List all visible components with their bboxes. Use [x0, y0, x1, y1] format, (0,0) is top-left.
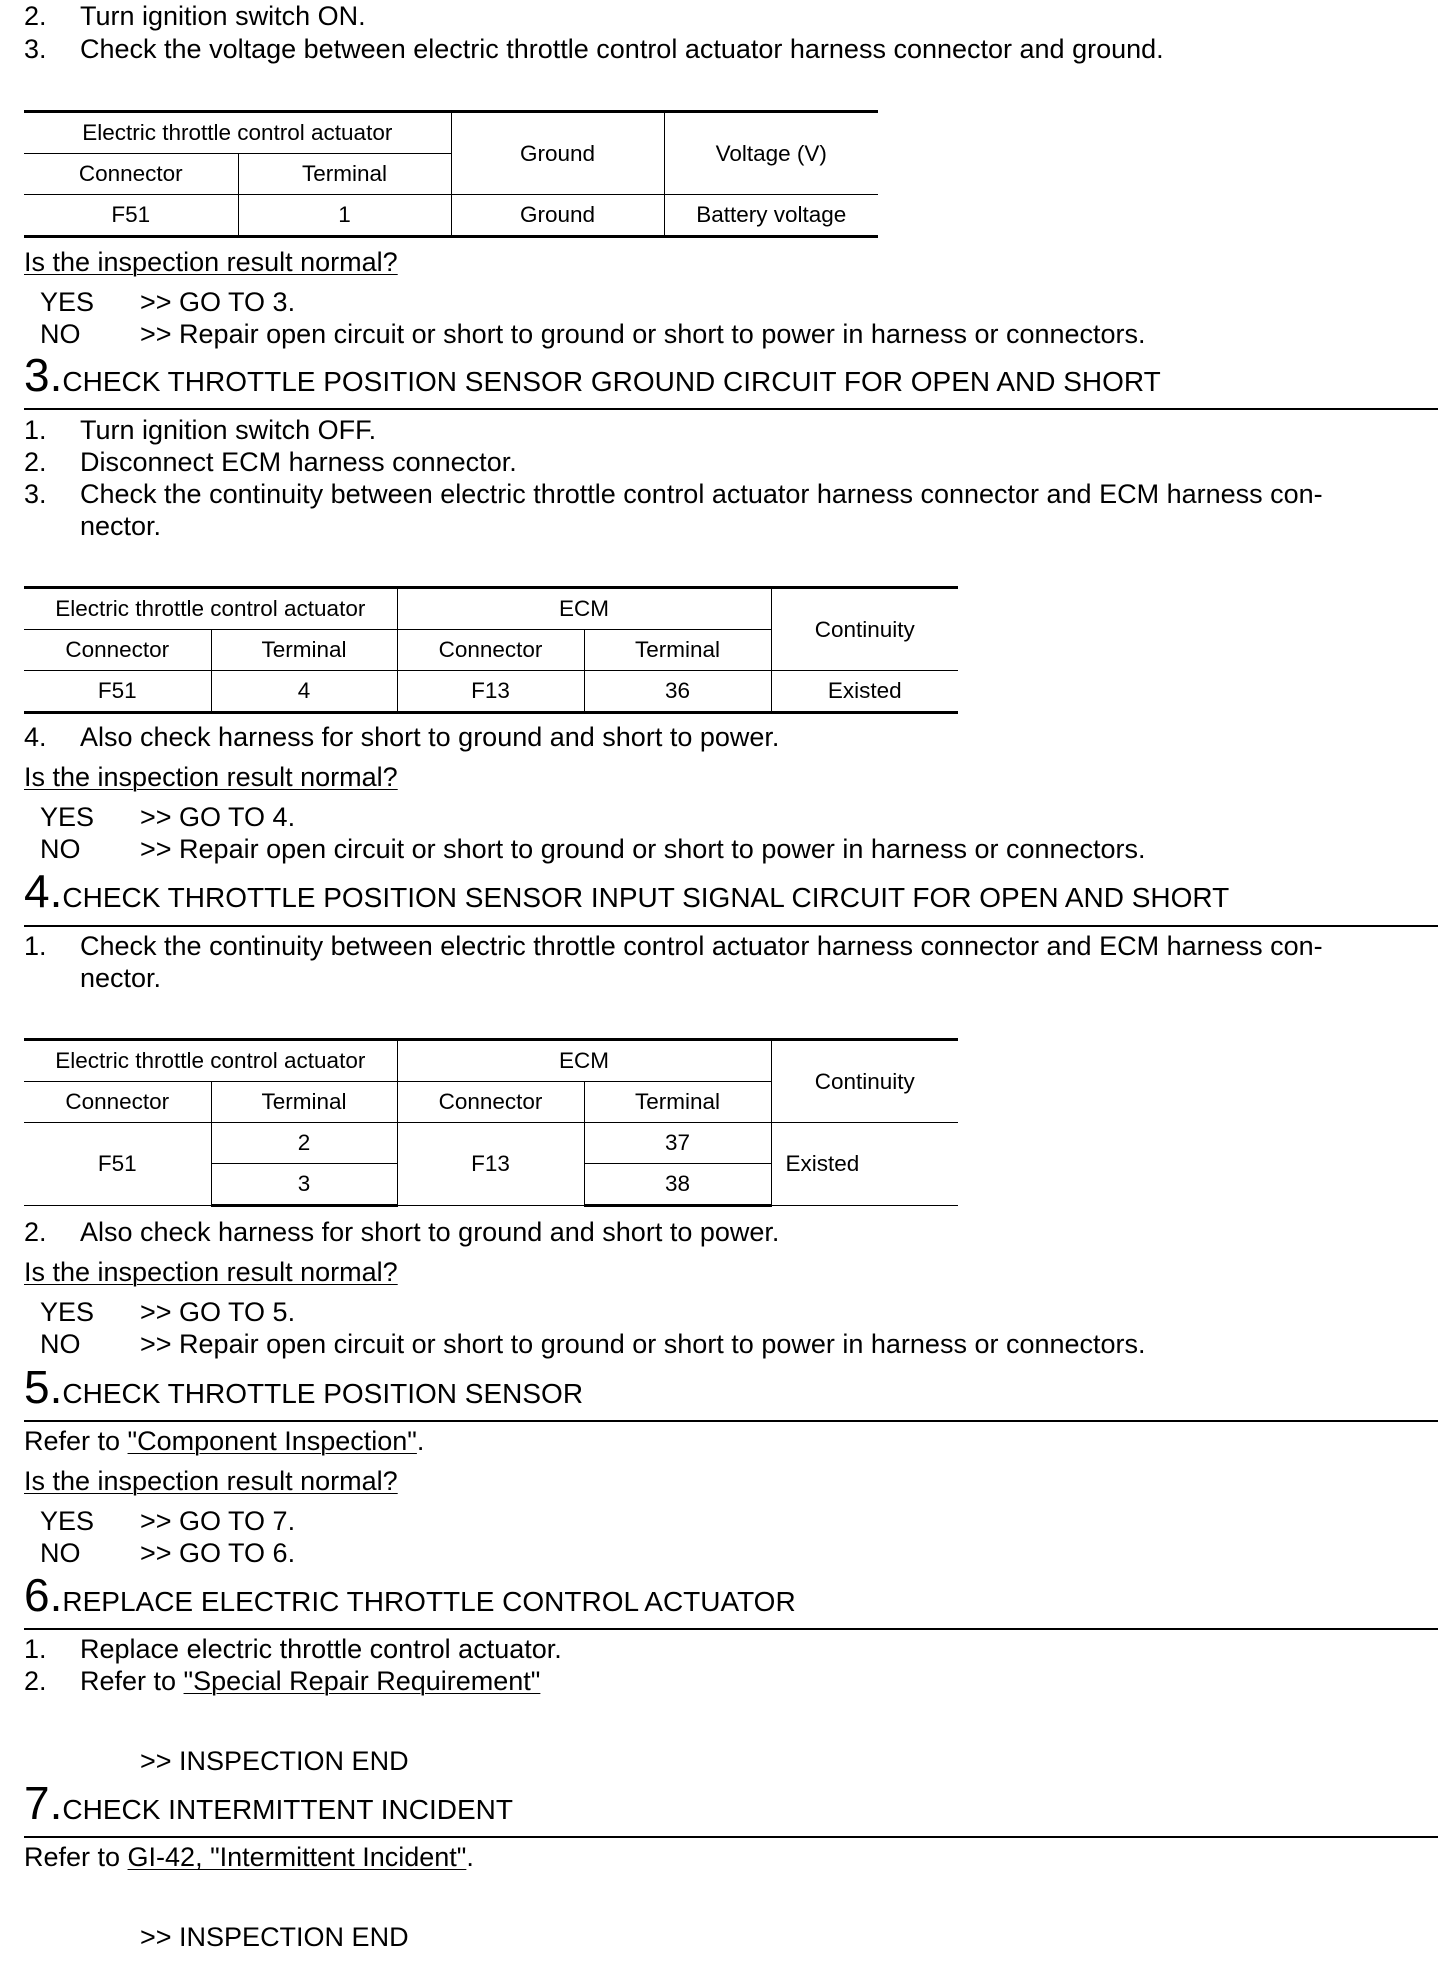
inspection-end: >> INSPECTION END	[140, 1922, 409, 1952]
step-number: 4.	[24, 865, 63, 917]
table-cell: 2	[211, 1123, 397, 1164]
step-text: nector.	[80, 511, 162, 541]
table-cell: F13	[397, 671, 584, 713]
step-text: Disconnect ECM harness connector.	[80, 447, 517, 477]
table-header: Terminal	[584, 1082, 771, 1123]
refer-prefix: Refer to	[24, 1426, 128, 1456]
table-cell: 36	[584, 671, 771, 713]
inspection-question: Is the inspection result normal?	[24, 762, 398, 792]
step-number: 3.	[24, 34, 47, 64]
yes-action: >> GO TO 3.	[140, 287, 296, 317]
inspection-question: Is the inspection result normal?	[24, 1466, 398, 1496]
table-header: Electric throttle control actuator	[24, 1040, 397, 1082]
step-number: 7.	[24, 1777, 63, 1829]
step-title: CHECK INTERMITTENT INCIDENT	[62, 1794, 513, 1825]
step-text: Turn ignition switch ON.	[80, 1, 366, 31]
table-cell: Battery voltage	[664, 195, 878, 237]
step-number: 2.	[24, 447, 47, 477]
table-cell: F51	[24, 195, 238, 237]
no-action: >> Repair open circuit or short to ground or short to power in harness or connectors.	[140, 1329, 1146, 1359]
table-cell: 3	[211, 1164, 397, 1206]
component-inspection-link[interactable]: "Component Inspection"	[127, 1426, 417, 1456]
table-header: ECM	[397, 588, 771, 630]
yes-label: YES	[40, 1506, 95, 1536]
intermittent-incident-link[interactable]: GI-42, "Intermittent Incident"	[127, 1842, 467, 1872]
refer-suffix: .	[416, 1426, 425, 1456]
yes-action: >> GO TO 7.	[140, 1506, 296, 1536]
yes-label: YES	[40, 287, 95, 317]
step-number: 2.	[24, 1217, 47, 1247]
table-cell: F13	[397, 1123, 584, 1206]
section-divider	[24, 1836, 1438, 1838]
table-cell: F51	[24, 671, 211, 713]
table-header: Terminal	[238, 154, 451, 195]
step-title: CHECK THROTTLE POSITION SENSOR	[62, 1378, 584, 1409]
table-cell: 1	[238, 195, 451, 237]
no-action: >> GO TO 6.	[140, 1538, 296, 1568]
table-header: Connector	[24, 154, 238, 195]
step-number: 1.	[24, 415, 47, 445]
table-cell: 4	[211, 671, 397, 713]
step-text: Replace electric throttle control actuator.	[80, 1634, 562, 1664]
no-action: >> Repair open circuit or short to ground or short to power in harness or connectors.	[140, 834, 1146, 864]
step-number: 5.	[24, 1361, 63, 1413]
yes-action: >> GO TO 5.	[140, 1297, 296, 1327]
table-header: Continuity	[771, 1040, 958, 1123]
refer-suffix: .	[466, 1842, 474, 1872]
no-label: NO	[40, 834, 81, 864]
step-number: 2.	[24, 1, 47, 31]
table-cell: Existed	[771, 671, 958, 713]
step-title: CHECK THROTTLE POSITION SENSOR INPUT SIGNAL CIRCUIT FOR OPEN AND SHORT	[62, 882, 1230, 913]
table-header: Voltage (V)	[664, 112, 878, 195]
table-cell: F51	[24, 1123, 211, 1206]
refer-line	[80, 1665, 540, 1697]
inspection-end: >> INSPECTION END	[140, 1746, 409, 1776]
table-cell: 37	[584, 1123, 771, 1164]
step-heading	[24, 865, 1230, 917]
no-action: >> Repair open circuit or short to ground or short to power in harness or connectors.	[140, 319, 1146, 349]
step-number: 2.	[24, 1666, 47, 1696]
step-number: 1.	[24, 931, 47, 961]
table-cell: Existed	[771, 1123, 958, 1206]
step-heading	[24, 349, 1161, 401]
continuity-table	[24, 1038, 958, 1207]
table-header: Terminal	[211, 1082, 397, 1123]
table-cell: 38	[584, 1164, 771, 1206]
inspection-question: Is the inspection result normal?	[24, 1257, 398, 1287]
step-text: Turn ignition switch OFF.	[80, 415, 377, 445]
table-header: Ground	[451, 112, 664, 195]
table-header: Connector	[397, 1082, 584, 1123]
section-divider	[24, 1628, 1438, 1630]
step-text: Also check harness for short to ground and short to power.	[80, 1217, 780, 1247]
table-header: Continuity	[771, 588, 958, 671]
step-heading	[24, 1569, 796, 1621]
step-number: 1.	[24, 1634, 47, 1664]
table-header: Electric throttle control actuator	[24, 588, 397, 630]
refer-line	[24, 1425, 424, 1457]
no-label: NO	[40, 1329, 81, 1359]
table-header: Terminal	[584, 630, 771, 671]
step-text: Also check harness for short to ground and short to power.	[80, 722, 780, 752]
step-heading	[24, 1361, 584, 1413]
step-text: Check the voltage between electric throttle control actuator harness connector and ground.	[80, 34, 1164, 64]
no-label: NO	[40, 1538, 81, 1568]
step-number: 6.	[24, 1569, 63, 1621]
table-header: Electric throttle control actuator	[24, 112, 451, 154]
table-header: ECM	[397, 1040, 771, 1082]
step-text: Check the continuity between electric throttle control actuator harness connector and ECM harness con-	[80, 931, 1323, 961]
inspection-question: Is the inspection result normal?	[24, 247, 398, 277]
yes-action: >> GO TO 4.	[140, 802, 296, 832]
yes-label: YES	[40, 1297, 95, 1327]
step-title: REPLACE ELECTRIC THROTTLE CONTROL ACTUATOR	[62, 1586, 796, 1617]
special-repair-requirement-link[interactable]: "Special Repair Requirement"	[183, 1666, 541, 1696]
yes-label: YES	[40, 802, 95, 832]
table-cell: Ground	[451, 195, 664, 237]
step-number: 3.	[24, 479, 47, 509]
voltage-check-table	[24, 110, 878, 238]
step-heading	[24, 1777, 513, 1829]
no-label: NO	[40, 319, 81, 349]
refer-line	[24, 1841, 474, 1873]
section-divider	[24, 408, 1438, 410]
step-number: 4.	[24, 722, 47, 752]
section-divider	[24, 925, 1438, 927]
step-number: 3.	[24, 349, 63, 401]
continuity-table	[24, 586, 958, 714]
refer-prefix: Refer to	[24, 1842, 128, 1872]
table-header: Connector	[397, 630, 584, 671]
refer-prefix: Refer to	[80, 1666, 184, 1696]
table-header: Connector	[24, 630, 211, 671]
step-text: nector.	[80, 963, 162, 993]
table-header: Connector	[24, 1082, 211, 1123]
step-title: CHECK THROTTLE POSITION SENSOR GROUND CIRCUIT FOR OPEN AND SHORT	[62, 366, 1161, 397]
section-divider	[24, 1420, 1438, 1422]
table-header: Terminal	[211, 630, 397, 671]
step-text: Check the continuity between electric throttle control actuator harness connector and ECM harness con-	[80, 479, 1323, 509]
